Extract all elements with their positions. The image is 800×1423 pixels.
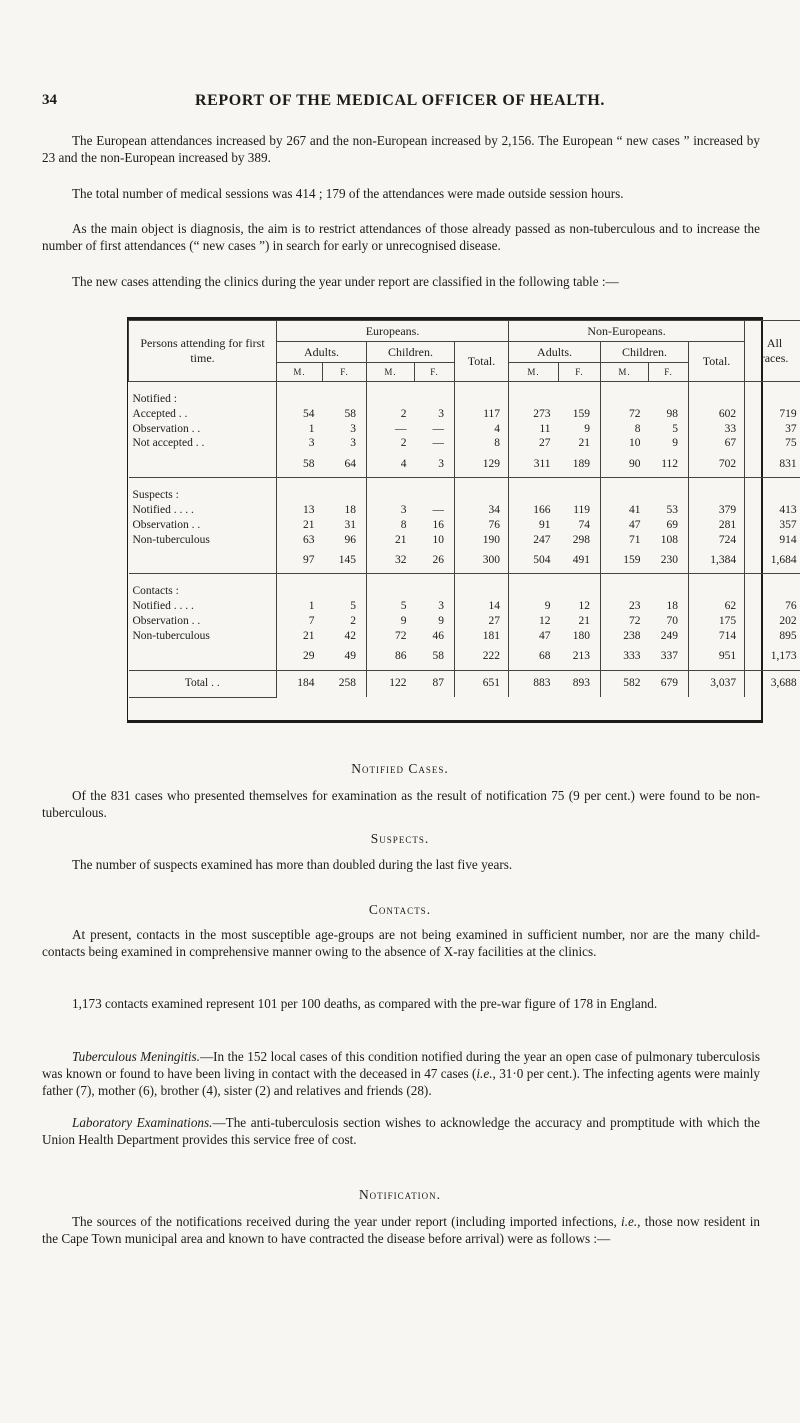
- paragraph-contacts-2: 1,173 contacts examined represent 101 per 100 deaths, as compared with the pre-war figure of 178 in England.: [72, 996, 658, 1011]
- col-f: F.: [415, 363, 455, 382]
- table-cell: 4: [367, 451, 415, 478]
- table-cell: 190: [455, 533, 509, 548]
- table-cell: 175: [689, 614, 745, 629]
- table-cell: 47: [509, 629, 559, 644]
- table-cell: 189: [572, 457, 591, 470]
- table-cell: 26: [432, 553, 444, 566]
- table-cell: 9: [672, 437, 679, 450]
- table-cell: 54: [277, 407, 323, 422]
- table-cell: 12: [509, 614, 559, 629]
- col-ne-total: Total.: [689, 342, 745, 382]
- table-cell: 159: [572, 407, 591, 420]
- table-cell: 213: [572, 650, 591, 663]
- table-cell: 602: [689, 407, 745, 422]
- table-cell: 49: [344, 650, 356, 663]
- paragraph-laboratory: [42, 1114, 760, 1148]
- table-cell: 7: [277, 614, 323, 629]
- table-cell: 119: [573, 503, 591, 516]
- tm-text-2: , 31·0 per cent.). The infecting agents were mainly father (7), mother (6), brother (4), sister (2) and relatives and friends (28).: [42, 1066, 760, 1098]
- subtotal-row: [129, 547, 800, 574]
- table-cell: 5: [350, 600, 356, 613]
- paragraph-sessions: The total number of medical sessions was 414 ; 179 of the attendances were made outside session hours.: [72, 186, 624, 201]
- table-cell: 21: [277, 629, 323, 644]
- table-cell: 702: [689, 451, 745, 478]
- table-cell: 724: [689, 533, 745, 548]
- table-cell: 159: [601, 547, 649, 574]
- table-cell: 90: [601, 451, 649, 478]
- table-cell: 76: [455, 518, 509, 533]
- table-cell: 9: [509, 599, 559, 614]
- table-cell: 1: [277, 599, 323, 614]
- table-cell: 21: [367, 533, 415, 548]
- table-cell: 76: [745, 599, 800, 614]
- table-cell: 87: [415, 670, 455, 697]
- table-cell: 1,173: [745, 644, 800, 671]
- table-cell: 18: [666, 600, 679, 613]
- table-cell: 4: [455, 422, 509, 437]
- table-cell: 58: [432, 650, 444, 663]
- table-cell: 96: [344, 533, 356, 546]
- table-cell: 58: [344, 407, 356, 420]
- table-cell: 181: [455, 629, 509, 644]
- row-label: Notified . . . .: [132, 600, 194, 613]
- row-label: Notified . . . .: [132, 503, 194, 516]
- group-heading-row: [129, 478, 800, 503]
- table-cell: 69: [666, 518, 679, 531]
- table-cell: 34: [455, 503, 509, 518]
- table-cell: 258: [323, 670, 367, 697]
- table-cell: 166: [509, 503, 559, 518]
- table-cell: 98: [666, 407, 679, 420]
- table-cell: —: [367, 422, 415, 437]
- table-cell: 10: [601, 436, 649, 451]
- table-row: [129, 422, 800, 437]
- group-heading: Notified :: [132, 393, 177, 405]
- table-cell: 1,384: [689, 547, 745, 574]
- tm-ie: i.e.: [476, 1066, 493, 1081]
- paragraph-attendances: The European attendances increased by 267 and the non-European increased by 2,156. The European “ new cases ” increased by 23 and the non-European increased by 389.: [42, 133, 760, 165]
- table-cell: 3,688: [745, 670, 800, 697]
- table-cell: 491: [572, 553, 591, 566]
- table-cell: 298: [572, 533, 591, 546]
- col-m: M.: [509, 363, 559, 382]
- table-cell: 91: [509, 518, 559, 533]
- heading-suspects: Suspects.: [370, 831, 430, 846]
- new-cases-table: [127, 317, 797, 723]
- table-cell: 46: [432, 629, 444, 642]
- table-cell: 64: [344, 457, 356, 470]
- col-eu-adults: Adults.: [277, 342, 367, 363]
- table-cell: 883: [509, 670, 559, 697]
- row-label: Accepted . .: [132, 407, 188, 420]
- table-cell: 8: [367, 518, 415, 533]
- table-cell: 27: [509, 436, 559, 451]
- row-label: Non-tuberculous: [132, 629, 210, 642]
- table-row: [129, 518, 800, 533]
- col-ne-children: Children.: [601, 342, 689, 363]
- col-m: M.: [601, 363, 649, 382]
- table-cell: 27: [455, 614, 509, 629]
- table-cell: 37: [745, 422, 800, 437]
- table-cell: 893: [559, 670, 601, 697]
- table-cell: 14: [455, 599, 509, 614]
- table-cell: 29: [277, 644, 323, 671]
- table-cell: 1: [277, 422, 323, 437]
- row-label: Observation . .: [132, 614, 201, 627]
- table-cell: 72: [601, 614, 649, 629]
- page-number: 34: [42, 92, 57, 108]
- table-cell: 117: [455, 407, 509, 422]
- paragraph-table-intro: The new cases attending the clinics during the year under report are classified in the following table :—: [72, 274, 619, 289]
- table-cell: 582: [601, 670, 649, 697]
- table-cell: 68: [509, 644, 559, 671]
- table-cell: —: [432, 437, 444, 450]
- table-cell: 5: [672, 422, 679, 435]
- table-row: [129, 503, 800, 518]
- table-cell: 18: [344, 503, 356, 516]
- table-row: [129, 629, 800, 644]
- table-cell: 679: [649, 670, 689, 697]
- subtotal-row: [129, 451, 800, 478]
- heading-contacts: Contacts.: [368, 902, 432, 917]
- table-cell: 714: [689, 629, 745, 644]
- row-label: Observation . .: [132, 422, 201, 435]
- table-cell: 379: [689, 503, 745, 518]
- table-cell: 9: [438, 614, 444, 627]
- table-cell: 247: [509, 533, 559, 548]
- table-cell: 31: [344, 518, 356, 531]
- table-cell: 108: [660, 533, 679, 546]
- notification-ie: i.e.: [621, 1214, 638, 1229]
- table-cell: 67: [689, 436, 745, 451]
- table-cell: 71: [601, 533, 649, 548]
- notification-text-1: The sources of the notifications received during the year under report (including imported infections,: [72, 1214, 622, 1229]
- table-cell: 2: [350, 614, 356, 627]
- table-cell: 42: [344, 629, 356, 642]
- paragraph-tuberculous-meningitis: [42, 1048, 760, 1099]
- col-f: F.: [649, 363, 689, 382]
- table-cell: 62: [689, 599, 745, 614]
- table-cell: 719: [745, 407, 800, 422]
- table-cell: 238: [601, 629, 649, 644]
- col-non-europeans: Non-Europeans.: [509, 321, 745, 342]
- table-row: [129, 533, 800, 548]
- paragraph-contacts-1: At present, contacts in the most susceptible age-groups are not being examined in sufficient number, nor are the many child-contacts being examined in comprehensive manner owing to the absence of X-ray facilities at the clinics.: [42, 927, 760, 959]
- table-cell: 23: [601, 599, 649, 614]
- group-heading-row: [129, 382, 800, 407]
- total-label: Total . .: [129, 670, 277, 697]
- col-persons: Persons attending for first time.: [129, 321, 277, 382]
- group-heading: Suspects :: [129, 478, 277, 503]
- group-heading: Contacts :: [129, 574, 277, 599]
- table-cell: 281: [689, 518, 745, 533]
- table-cell: 97: [277, 547, 323, 574]
- table-cell: 122: [367, 670, 415, 697]
- table-cell: 8: [455, 436, 509, 451]
- table-body: [129, 382, 800, 698]
- table-cell: 9: [584, 422, 591, 435]
- table-cell: 3: [277, 436, 323, 451]
- table-cell: 86: [367, 644, 415, 671]
- table-cell: 180: [572, 629, 591, 642]
- table-cell: 5: [367, 599, 415, 614]
- table-cell: 16: [432, 518, 444, 531]
- group-heading-row: [129, 574, 800, 599]
- table-row: [129, 599, 800, 614]
- table-cell: 184: [277, 670, 323, 697]
- col-f: F.: [559, 363, 601, 382]
- table-cell: 12: [578, 600, 591, 613]
- paragraph-diagnosis: As the main object is diagnosis, the aim is to restrict attendances of those already passed as non-tuberculous and to increase the number of first attendances (“ new cases ”) in search for early or unrecognised disease.: [42, 221, 760, 253]
- table-cell: 75: [745, 436, 800, 451]
- table-cell: 413: [745, 503, 800, 518]
- subtotal-row: [129, 644, 800, 671]
- table-cell: 3: [438, 457, 444, 470]
- table-cell: 300: [455, 547, 509, 574]
- col-f: F.: [323, 363, 367, 382]
- table-row: [129, 614, 800, 629]
- table-cell: 273: [509, 407, 559, 422]
- table-cell: 9: [367, 614, 415, 629]
- table-cell: 3: [438, 407, 444, 420]
- table-cell: 8: [601, 422, 649, 437]
- col-m: M.: [367, 363, 415, 382]
- table-cell: 72: [601, 407, 649, 422]
- table-cell: 13: [277, 503, 323, 518]
- table-cell: 72: [367, 629, 415, 644]
- table-cell: 112: [661, 457, 679, 470]
- lab-text: —The anti-tuberculosis section wishes to acknowledge the accuracy and promptitude with which the Union Health Department provides this service free of cost.: [42, 1115, 760, 1147]
- table-cell: 129: [455, 451, 509, 478]
- paragraph-suspects: The number of suspects examined has more than doubled during the last five years.: [72, 857, 513, 872]
- table-cell: 2: [367, 407, 415, 422]
- table-cell: 32: [367, 547, 415, 574]
- heading-notification: Notification.: [358, 1187, 442, 1202]
- table-cell: 3: [350, 422, 356, 435]
- table-cell: 951: [689, 644, 745, 671]
- table-cell: 74: [578, 518, 591, 531]
- row-label: Non-tuberculous: [132, 533, 210, 546]
- table-cell: 831: [745, 451, 800, 478]
- table-cell: 2: [367, 436, 415, 451]
- col-eu-children: Children.: [367, 342, 455, 363]
- table-cell: 651: [455, 670, 509, 697]
- running-title: REPORT OF THE MEDICAL OFFICER OF HEALTH.: [194, 92, 605, 109]
- total-row: [129, 670, 800, 697]
- table-cell: 47: [601, 518, 649, 533]
- table-cell: 1,684: [745, 547, 800, 574]
- lab-title: Laboratory Examinations.: [72, 1115, 213, 1130]
- table-cell: 63: [277, 533, 323, 548]
- table-cell: 914: [745, 533, 800, 548]
- paragraph-notified-cases: Of the 831 cases who presented themselves for examination as the result of notification 75 (9 per cent.) were found to be non-tuberculous.: [42, 788, 760, 820]
- table-cell: 58: [277, 451, 323, 478]
- table-cell: 337: [660, 650, 679, 663]
- table-cell: 3: [350, 437, 356, 450]
- paragraph-notification: [42, 1213, 760, 1247]
- table-cell: 895: [745, 629, 800, 644]
- table-cell: 504: [509, 547, 559, 574]
- col-all-races: All races.: [745, 321, 800, 382]
- table-cell: 70: [666, 614, 679, 627]
- col-ne-adults: Adults.: [509, 342, 601, 363]
- page-header: [42, 92, 758, 114]
- table-row: [129, 407, 800, 422]
- table-cell: 41: [601, 503, 649, 518]
- row-label: Not accepted . .: [132, 437, 205, 450]
- table-cell: 333: [601, 644, 649, 671]
- table-cell: 230: [660, 553, 679, 566]
- table-cell: 53: [666, 503, 679, 516]
- table-cell: —: [432, 422, 444, 435]
- table-row: [129, 436, 800, 451]
- table-cell: 21: [578, 614, 591, 627]
- heading-notified-cases: Notified Cases.: [351, 761, 449, 776]
- col-eu-total: Total.: [455, 342, 509, 382]
- row-label: Observation . .: [132, 518, 201, 531]
- table-cell: 357: [745, 518, 800, 533]
- table-cell: 3,037: [689, 670, 745, 697]
- notification-text-2: , those now resident in the Cape Town municipal area and known to have contracted the disease before arrival) were as follows :—: [42, 1214, 761, 1246]
- table-cell: 3: [367, 503, 415, 518]
- tm-text: —In the 152 local cases of this condition notified during the year an open case of pulmonary tuberculosis was known or found to have been living in contact with the deceased in 47 cases (: [42, 1049, 760, 1081]
- table-cell: 3: [438, 600, 444, 613]
- col-europeans: Europeans.: [277, 321, 509, 342]
- table-cell: 33: [689, 422, 745, 437]
- col-m: M.: [277, 363, 323, 382]
- table-cell: 202: [745, 614, 800, 629]
- table-cell: 145: [338, 553, 356, 566]
- table-cell: 311: [509, 451, 559, 478]
- table-cell: 21: [277, 518, 323, 533]
- tm-title: Tuberculous Meningitis.: [72, 1049, 200, 1064]
- table-cell: —: [432, 503, 444, 516]
- table-cell: 11: [509, 422, 559, 437]
- table-cell: 21: [578, 437, 591, 450]
- table-cell: 222: [455, 644, 509, 671]
- table-cell: 249: [660, 629, 679, 642]
- table-cell: 10: [432, 533, 444, 546]
